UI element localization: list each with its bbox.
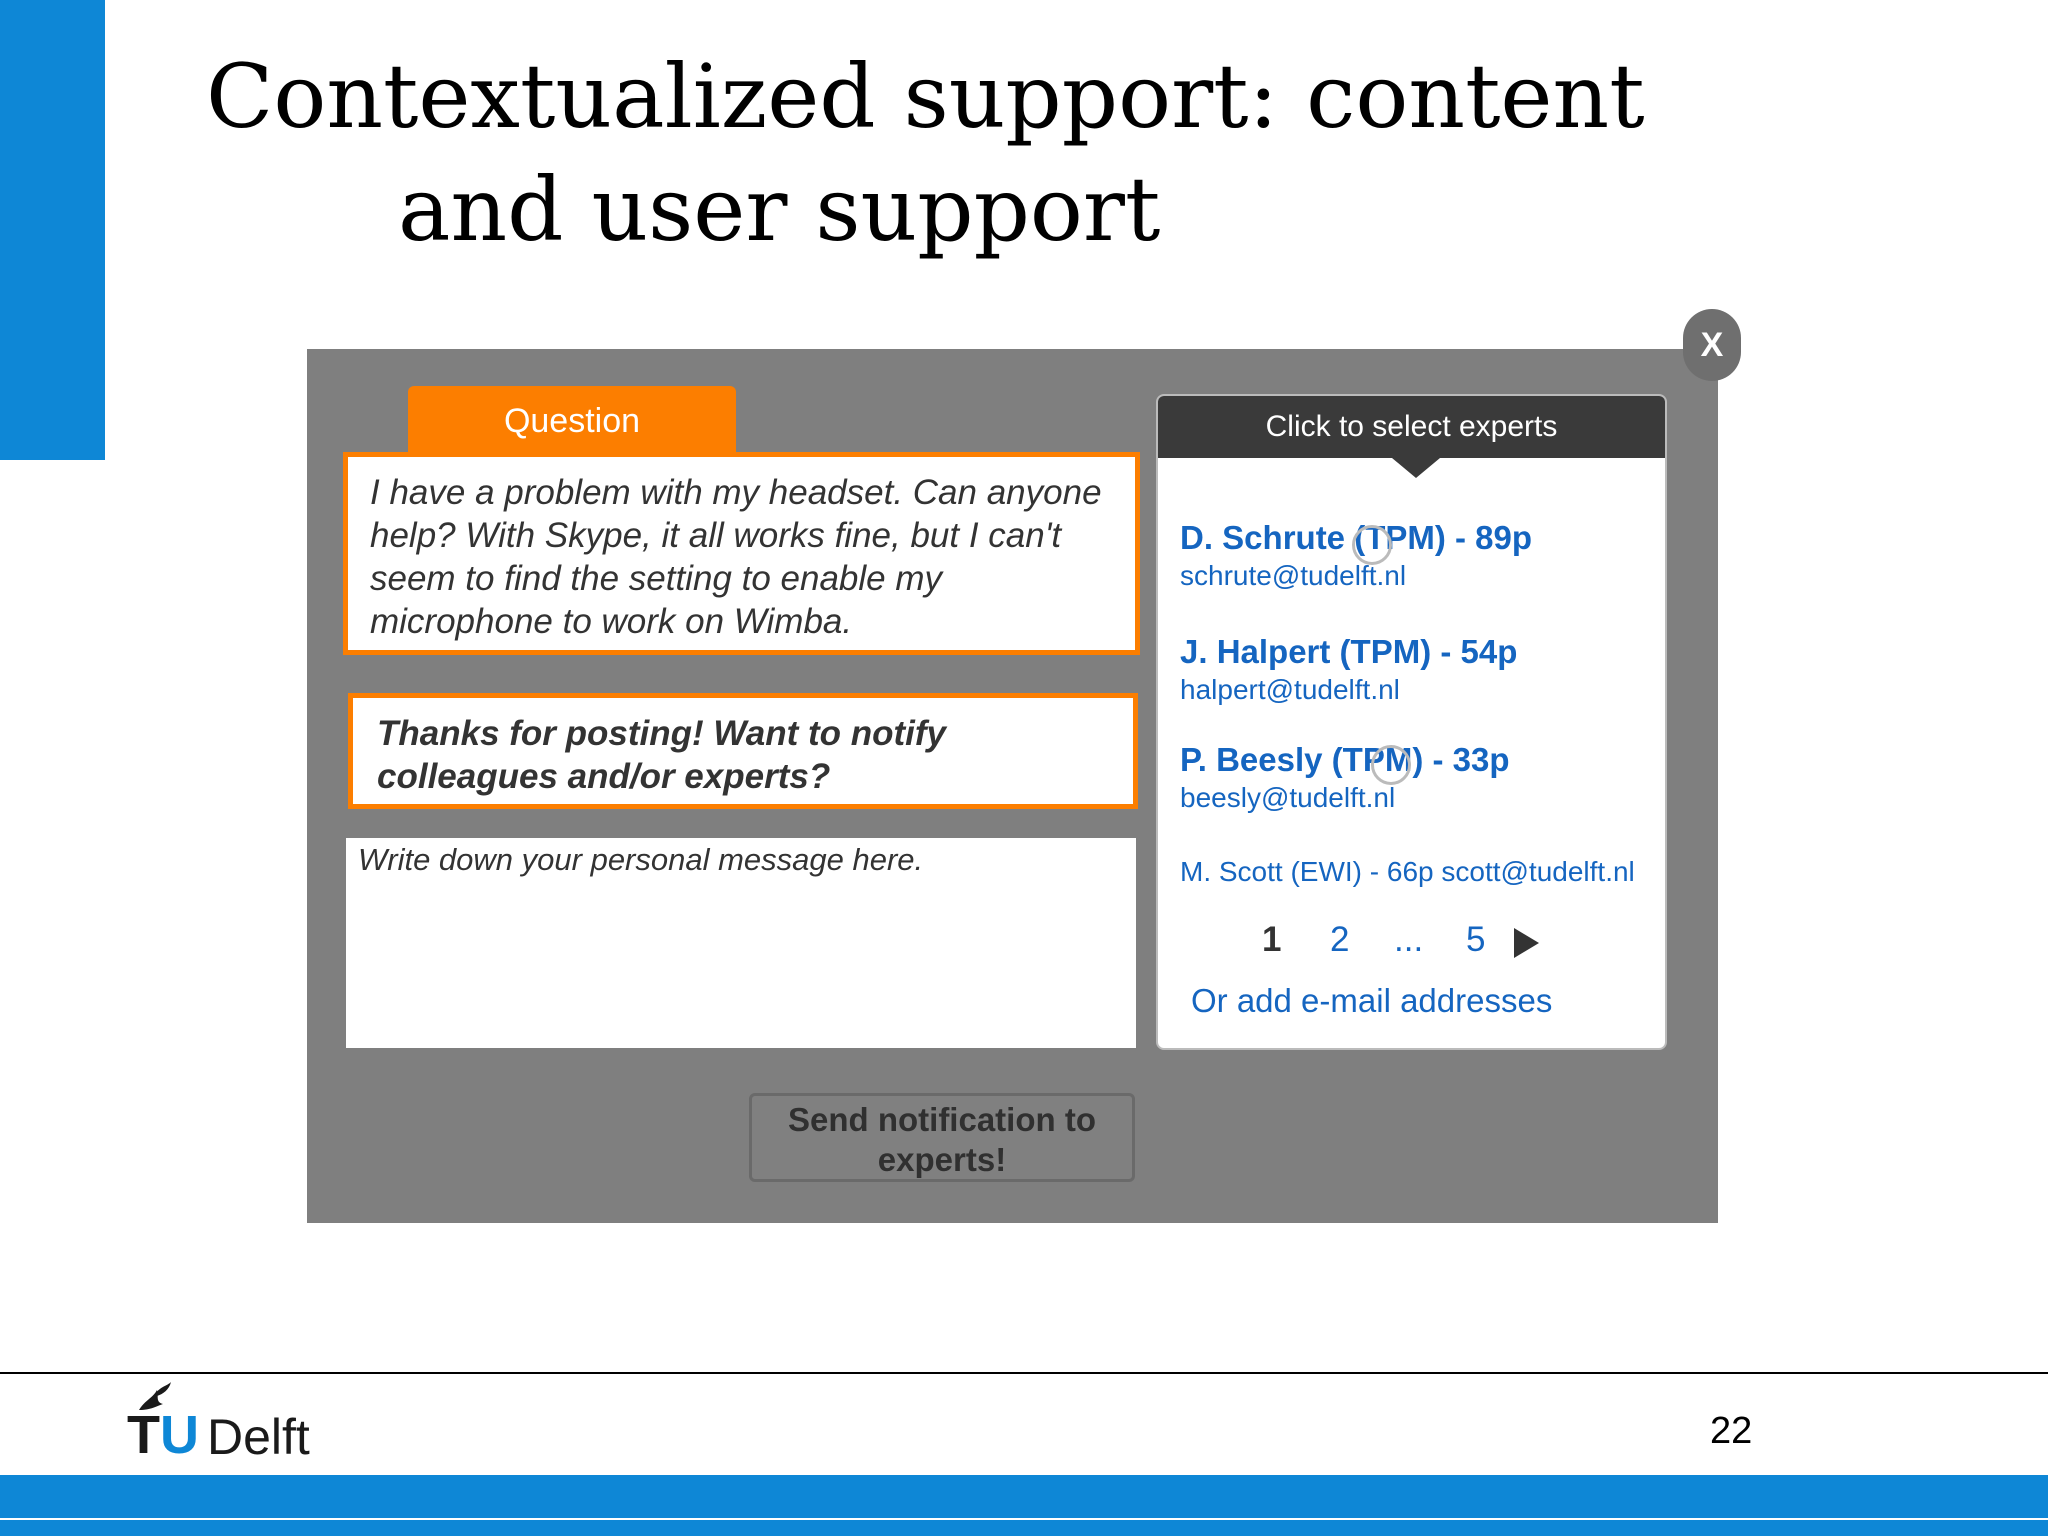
page-current[interactable]: 1 (1262, 920, 1282, 959)
question-tab: Question (408, 386, 736, 456)
page-2-link[interactable]: 2 (1330, 920, 1350, 959)
footer-divider (0, 1372, 2048, 1374)
title-line-1: Contextualized support: content (206, 45, 1645, 148)
close-icon: X (1700, 326, 1724, 364)
header-pointer (1392, 458, 1440, 478)
add-email-link[interactable]: Or add e-mail addresses (1191, 982, 1553, 1019)
page-5-link[interactable]: 5 (1466, 920, 1486, 959)
personal-message-input[interactable] (346, 838, 1136, 1048)
select-experts-header[interactable]: Click to select experts (1158, 396, 1665, 458)
expert-inline: M. Scott (EWI) - 66p scott@tudelft.nl (1180, 856, 1635, 887)
expert-name: J. Halpert (TPM) - 54p (1180, 633, 1518, 670)
play-next-icon[interactable] (1514, 928, 1539, 958)
slide-title (206, 40, 1806, 266)
expert-email: schrute@tudelft.nl (1180, 560, 1407, 591)
expert-name: D. Schrute (TPM) - 89p (1180, 519, 1533, 556)
page-ellipsis: ... (1394, 920, 1424, 959)
expert-email: halpert@tudelft.nl (1180, 674, 1400, 705)
tudelft-logo (127, 1382, 337, 1465)
notify-prompt: Thanks for posting! Want to notify colleagues and/or experts? (348, 693, 1138, 809)
side-accent-bar (0, 0, 105, 460)
page-number: 22 (1710, 1410, 1753, 1452)
expert-item-halpert[interactable] (1180, 632, 1517, 708)
expert-item-scott[interactable] (1180, 854, 1635, 890)
cursor-ring (1371, 745, 1411, 785)
expert-item-beesly[interactable] (1180, 740, 1510, 816)
title-line-2: and user support (398, 158, 1161, 261)
footer-bar-lower (0, 1520, 2048, 1536)
footer-bar (0, 1475, 2048, 1518)
expert-name: P. Beesly (TPM) - 33p (1180, 741, 1510, 778)
logo-delft: Delft (207, 1409, 310, 1465)
question-text: I have a problem with my headset. Can anyone help? With Skype, it all works fine, but I can't seem to find the setting to enable my microphone to work on Wimba. (343, 452, 1140, 655)
send-notification-button[interactable]: Send notification to experts! (749, 1093, 1135, 1182)
cursor-ring (1352, 525, 1392, 565)
logo-tu: TU (127, 1405, 199, 1465)
close-button[interactable] (1683, 309, 1741, 381)
expert-email: beesly@tudelft.nl (1180, 782, 1396, 813)
